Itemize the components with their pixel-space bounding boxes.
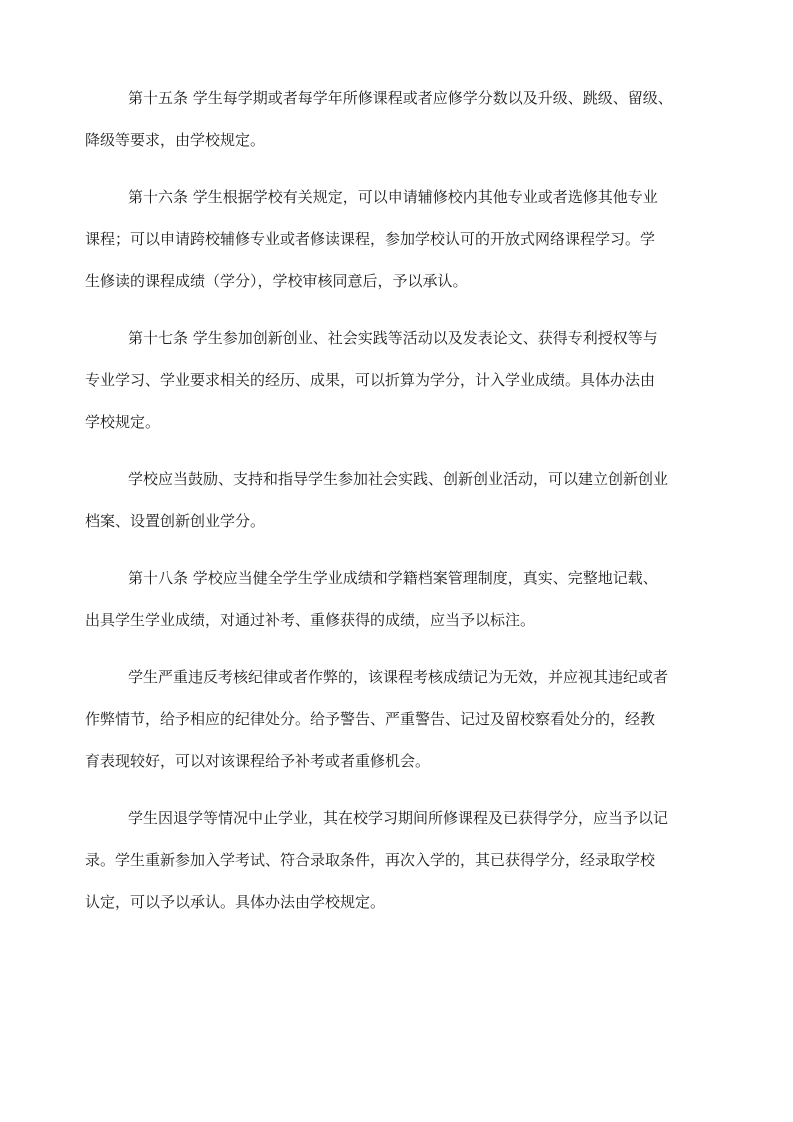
paragraph-line: 第十七条 学生参加创新创业、社会实践等活动以及发表论文、获得专利授权等与 xyxy=(128,329,658,347)
article-18-withdrawal-paragraph xyxy=(85,804,713,930)
paragraph-line: 课程；可以申请跨校辅修专业或者修读课程，参加学校认可的开放式网络课程学习。学 xyxy=(85,230,656,248)
document-body xyxy=(85,84,713,945)
paragraph-line: 第十八条 学校应当健全学生学业成绩和学籍档案管理制度，真实、完整地记载、 xyxy=(128,569,658,587)
paragraph-line: 第十六条 学生根据学校有关规定，可以申请辅修校内其他专业或者选修其他专业 xyxy=(128,188,658,206)
paragraph-line: 专业学习、学业要求相关的经历、成果，可以折算为学分，计入学业成绩。具体办法由 xyxy=(85,371,656,389)
paragraph-line: 认定，可以予以承认。具体办法由学校规定。 xyxy=(85,893,386,911)
paragraph-line: 育表现较好，可以对该课程给予补考或者重修机会。 xyxy=(85,752,431,770)
paragraph-line: 学生因退学等情况中止学业，其在校学习期间所修课程及已获得学分，应当予以记 xyxy=(128,809,669,827)
paragraph-line: 生修读的课程成绩（学分），学校审核同意后，予以承认。 xyxy=(85,272,468,290)
paragraph-line: 学校规定。 xyxy=(85,413,161,431)
article-17-continuation-paragraph xyxy=(85,465,713,549)
article-18-misconduct-paragraph xyxy=(85,663,713,789)
article-18-paragraph xyxy=(85,564,713,648)
paragraph-line: 作弊情节，给予相应的纪律处分。给予警告、严重警告、记过及留校察看处分的，经教 xyxy=(85,710,656,728)
paragraph-line: 录。学生重新参加入学考试、符合录取条件，再次入学的，其已获得学分，经录取学校 xyxy=(85,851,656,869)
paragraph-line: 第十五条 学生每学期或者每学年所修课程或者应修学分数以及升级、跳级、留级、 xyxy=(128,89,673,107)
article-15-paragraph xyxy=(85,84,713,168)
paragraph-line: 学生严重违反考核纪律或者作弊的，该课程考核成绩记为无效，并应视其违纪或者 xyxy=(128,668,669,686)
paragraph-line: 档案、设置创新创业学分。 xyxy=(85,512,266,530)
paragraph-line: 降级等要求，由学校规定。 xyxy=(85,131,266,149)
article-16-paragraph xyxy=(85,183,713,309)
article-17-paragraph xyxy=(85,324,713,450)
paragraph-line: 学校应当鼓励、支持和指导学生参加社会实践、创新创业活动，可以建立创新创业 xyxy=(128,470,669,488)
paragraph-line: 出具学生学业成绩，对通过补考、重修获得的成绩，应当予以标注。 xyxy=(85,611,536,629)
